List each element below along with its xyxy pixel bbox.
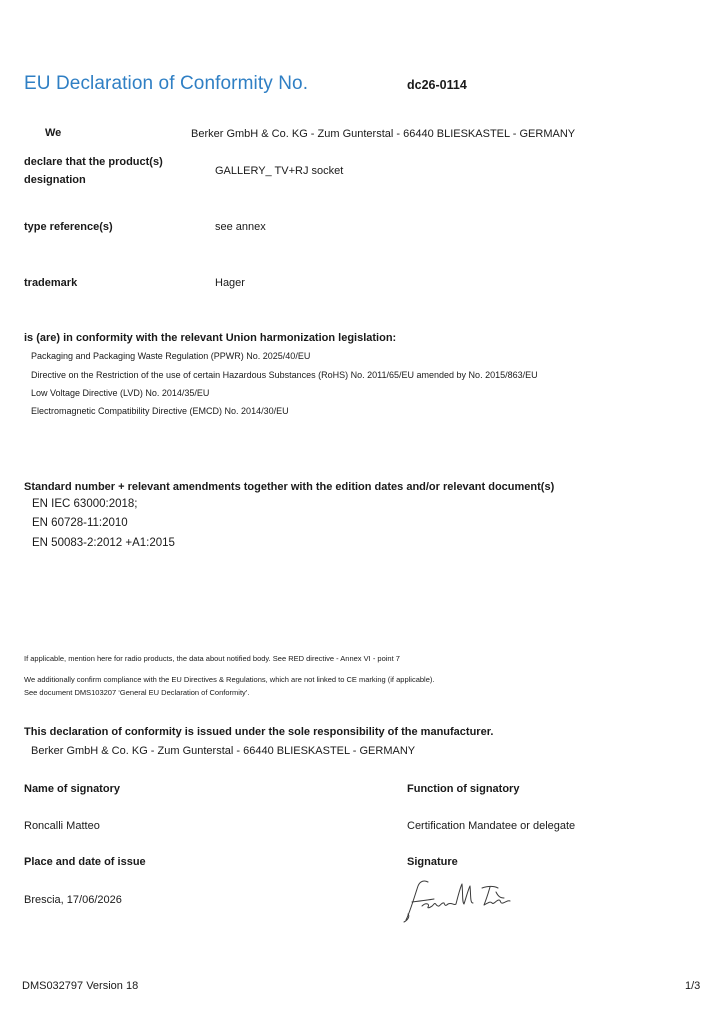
responsibility-manufacturer: Berker GmbH & Co. KG - Zum Gunterstal - 66440 BLIESKASTEL - GERMANY: [31, 745, 416, 757]
standard-item: EN IEC 63000:2018;: [32, 498, 138, 510]
standards-heading: Standard number + relevant amendments together with the edition dates and/or relevant document(s): [24, 481, 555, 493]
trademark-label: trademark: [24, 277, 78, 289]
page-title: EU Declaration of Conformity No.: [24, 73, 309, 94]
we-label: We: [45, 127, 62, 139]
signatory-name: Roncalli Matteo: [24, 820, 100, 832]
place-date-label: Place and date of issue: [24, 856, 146, 868]
signatory-function: Certification Mandatee or delegate: [407, 820, 576, 832]
standard-item: EN 50083-2:2012 +A1:2015: [32, 537, 175, 549]
declaration-number: dc26-0114: [407, 78, 467, 92]
product-designation: GALLERY_ TV+RJ socket: [215, 165, 344, 177]
type-reference-value: see annex: [215, 221, 266, 233]
type-reference-label: type reference(s): [24, 221, 113, 233]
legislation-item: Low Voltage Directive (LVD) No. 2014/35/EU: [31, 388, 210, 398]
signatory-function-label: Function of signatory: [407, 783, 520, 795]
radio-note: If applicable, mention here for radio products, the data about notified body. See RED directive - Annex VI - point 7: [24, 654, 400, 663]
product-label-line2: designation: [24, 174, 86, 186]
legislation-item: Directive on the Restriction of the use of certain Hazardous Substances (RoHS) No. 2011/65/EU amended by No. 2015/863/EU: [31, 370, 538, 380]
general-doc-reference: See document DMS103207 ‘General EU Declaration of Conformity’.: [24, 688, 250, 697]
manufacturer-address: Berker GmbH & Co. KG - Zum Gunterstal - 66440 BLIESKASTEL - GERMANY: [191, 128, 576, 140]
page-number: 1/3: [685, 980, 701, 992]
legislation-item: Packaging and Packaging Waste Regulation (PPWR) No. 2025/40/EU: [31, 351, 311, 361]
signatory-name-label: Name of signatory: [24, 783, 120, 795]
legislation-item: Electromagnetic Compatibility Directive (EMCD) No. 2014/30/EU: [31, 406, 289, 416]
conformity-heading: is (are) in conformity with the relevant Union harmonization legislation:: [24, 332, 397, 344]
responsibility-statement: This declaration of conformity is issued under the sole responsibility of the manufacturer.: [24, 726, 494, 738]
additional-compliance-note: We additionally confirm compliance with the EU Directives & Regulations, which are not linked to CE marking (if applicable).: [24, 675, 435, 684]
standard-item: EN 60728-11:2010: [32, 517, 128, 529]
trademark-value: Hager: [215, 277, 245, 289]
document-reference: DMS032797 Version 18: [22, 980, 139, 992]
signature-label: Signature: [407, 856, 458, 868]
product-label-line1: declare that the product(s): [24, 156, 163, 168]
place-date-value: Brescia, 17/06/2026: [24, 894, 122, 906]
handwritten-signature: [400, 876, 520, 926]
